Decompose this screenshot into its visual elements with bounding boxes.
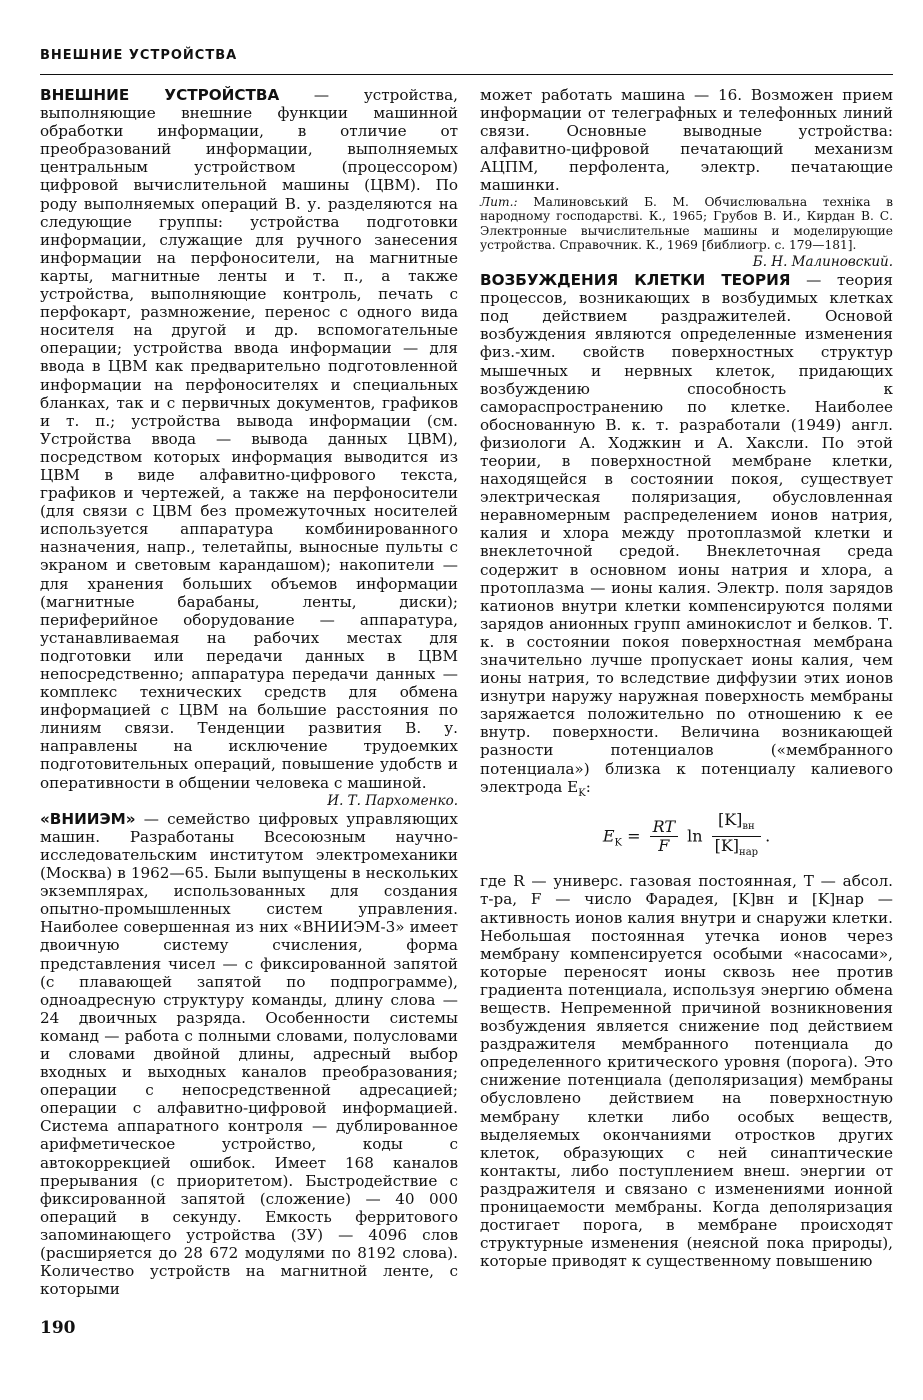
- formula-fraction-k: [712, 811, 761, 863]
- article-body-continued: где R — универс. газовая постоянная, T — абсол. т-ра, F — число Фарадея, [K]вн и [K]нар — активность ионов калия внутри и снаружи клетки. Небольшая постоянная утечка ионов через мембрану компенсируется особыми «насосами», которые переносят ионы сквозь нее против градиента потенциала, используя энергию обмена веществ. Непременной причиной возникновения возбуждения является снижение под действием раздражителя мембранного потенциала до определенного критического уровня (порога). Это снижение потенциала (деполяризация) мембраны обусловлено действием на поверхностную мембрану клетки либо особых веществ, выделяемых окончаниями отростков других клеток, образующих с ней синаптические контакты, либо поступлением внеш. энергии от раздражителя и связано с изменениями ионной проницаемости мембраны. Когда деполяризация достигает порога, в мембране происходят структурные изменения (неясной пока природы), которые приводят к существенному повышению: [480, 872, 893, 1271]
- article-body: — теория процессов, возникающих в возбудимых клетках под действием раздражителей. Основой возбуждения являются определенные изменения физ.-хим. свойств поверхностных структур мышечных и нервных клеток, придающих возбуждению способность к самораспространению по клетке. Наиболее обоснованную В. к. т. разработали (1949) англ. физиологи А. Ходжкин и А. Хаксли. По этой теории, в поверхностной мембране клетки, находящейся в состоянии покоя, существует электрическая поляризация, обусловленная неравномерным распределением ионов натрия, калия и хлора между протоплазмой клетки и внеклеточной средой. Внеклеточная среда содержит в основном ионы натрия и хлора, а протоплазма — ионы калия. Электр. поля зарядов катионов внутри клетки компенсируются полями зарядов анионных групп аминокислот и белков. Т. к. в состоянии покоя поверхностная мембрана значительно лучше пропускает ионы калия, чем ионы натрия, то вследствие диффузии этих ионов изнутри наружу наружная поверхность мембраны заряжается положительно по отношению к ее внутр. поверхности. Величина возникающей разности потенциалов («мембранного потенциала») близка к потенциалу калиевого электрода E: [480, 271, 893, 796]
- article-heading: ВОЗБУЖДЕНИЯ КЛЕТКИ ТЕОРИЯ: [480, 271, 791, 290]
- literature-reference: [480, 195, 893, 253]
- formula-ln: ln: [687, 826, 703, 846]
- author-signature: Б. Н. Малиновский.: [752, 253, 893, 270]
- header-rule: [40, 74, 893, 75]
- colon: :: [585, 777, 591, 796]
- literature-label: Лит.:: [480, 194, 518, 209]
- nernst-formula: $E_K$ = $\frac{RT}{F}$ ln $\frac{[K]_{вн}}{[K]_{нар}}$ .: [480, 811, 893, 863]
- article-body: — семейство цифровых управляющих машин. Разработаны Всесоюзным научно-исследовательским институтом электромеханики (Москва) в 1962—65. Были выпущены в нескольких экземплярах, использованных для создания опытно-промышленных систем управления. Наиболее совершенная из них «ВНИИЭМ-3» имеет двоичную систему счисления, форма представления чисел — с фиксированной запятой (с плавающей запятой по подпрограмме), одноадресную структуру команды, длину слова — 24 двоичных разряда. Особенности системы команд — работа с полными словами, полусловами и словами двойной длины, адресный выбор входных и выходных каналов преобразования; операции с непосредственной адресацией; операции с алфавитно-цифровой информацией. Система аппаратного контроля — дублированное арифметическое устройство, коды с автокоррекцией ошибок. Имеет 168 каналов прерывания (с приоритетом). Быстродействие с фиксированной запятой (сложение) — 40 000 операций в секунду. Емкость ферритового запоминающего устройства (ЗУ) — 4096 слов (расширяется до 28 672 модулями по 8192 слова). Количество устройств на магнитной ленте, с которыми: [40, 809, 458, 1299]
- formula-lhs: E: [602, 826, 615, 846]
- formula-den: F: [658, 836, 670, 856]
- formula-k-inner: [712, 811, 761, 837]
- formula-k-sub-vn: вн: [742, 820, 755, 832]
- formula-lhs-sub: K: [614, 837, 622, 849]
- formula-num: RT: [650, 818, 678, 837]
- formula-fraction-rt-f: [650, 818, 678, 855]
- formula-k-outer: [712, 837, 761, 862]
- formula-k-sub-nar: нар: [739, 847, 759, 859]
- article-vniiem-continued: может работать машина — 16. Возможен прием информации от телеграфных и телефонных линий связи. Основные выводные устройства: алфавитно-цифровой печатающий механизм АЦПМ, перфолента, электр. печатающие машинки.: [480, 86, 893, 195]
- page-number: 190: [40, 1318, 76, 1338]
- formula-k: [K]: [714, 836, 740, 856]
- left-column: [40, 86, 458, 1298]
- author-signature: И. Т. Пархоменко.: [327, 792, 458, 809]
- literature-text: Малиновський Б. М. Обчислювальна техніка в народному господарстві. К., 1965; Грубов В. И., Кирдан В. С. Электронные вычислительные машины и моделирующие устройства. Справочник. К., 1969 [библиогр. с. 179—181].: [480, 194, 893, 253]
- subscript-k: K: [578, 787, 586, 799]
- article-body: — устройства, выполняющие внешние функции машинной обработки информации, в отличие от преобразований информации, выполняемых центральным устройством (процессором) цифровой вычислительной машины (ЦВМ). По роду выполняемых операций В. у. разделяются на следующие группы: устройства подготовки информации, служащие для ручного занесения информации на перфоносители, на магнитные карты, магнитные ленты и т. п., а также устройства, выполняющие контроль, печать с перфокарт, размножение, перенос с одного вида носителя на другой и др. вспомогательные операции; устройства ввода информации — для ввода в ЦВМ как предварительно подготовленной информации на перфоносителях и специальных бланках, так и с первичных документов, графиков и т. п.; устройства вывода информации (см. Устройства ввода — вывода данных ЦВМ), посредством которых информация выводится из ЦВМ в виде алфавитно-цифрового текста, графиков и чертежей, а также на перфоносители (для связи с ЦВМ без промежуточных носителей используется аппаратура комбинированного назначения, напр., телетайпы, выносные пульты с экраном и световым карандашом); накопители — для хранения больших объемов информации (магнитные барабаны, ленты, диски); периферийное оборудование — аппаратура, устанавливаемая на рабочих местах для подготовки или передачи данных в ЦВМ непосредственно; аппаратура передачи данных — комплекс технических средств для обмена информацией с ЦВМ на большие расстояния по линиям связи. Тенденции развития В. у. направлены на исключение трудоемких подготовительных операций, повышение удобств и оперативности в общении человека с машиной.: [40, 86, 458, 792]
- article-vozbuzhdeniya: [480, 271, 893, 803]
- article-vniiem: [40, 810, 458, 1299]
- article-heading: ВНЕШНИЕ УСТРОЙСТВА: [40, 86, 280, 104]
- article-vneshnie-ustroistva: [40, 86, 458, 792]
- formula-k: [K]: [717, 809, 743, 829]
- article-heading: «ВНИИЭМ»: [40, 809, 136, 828]
- running-header: ВНЕШНИЕ УСТРОЙСТВА: [40, 48, 238, 63]
- right-column: [480, 86, 893, 1270]
